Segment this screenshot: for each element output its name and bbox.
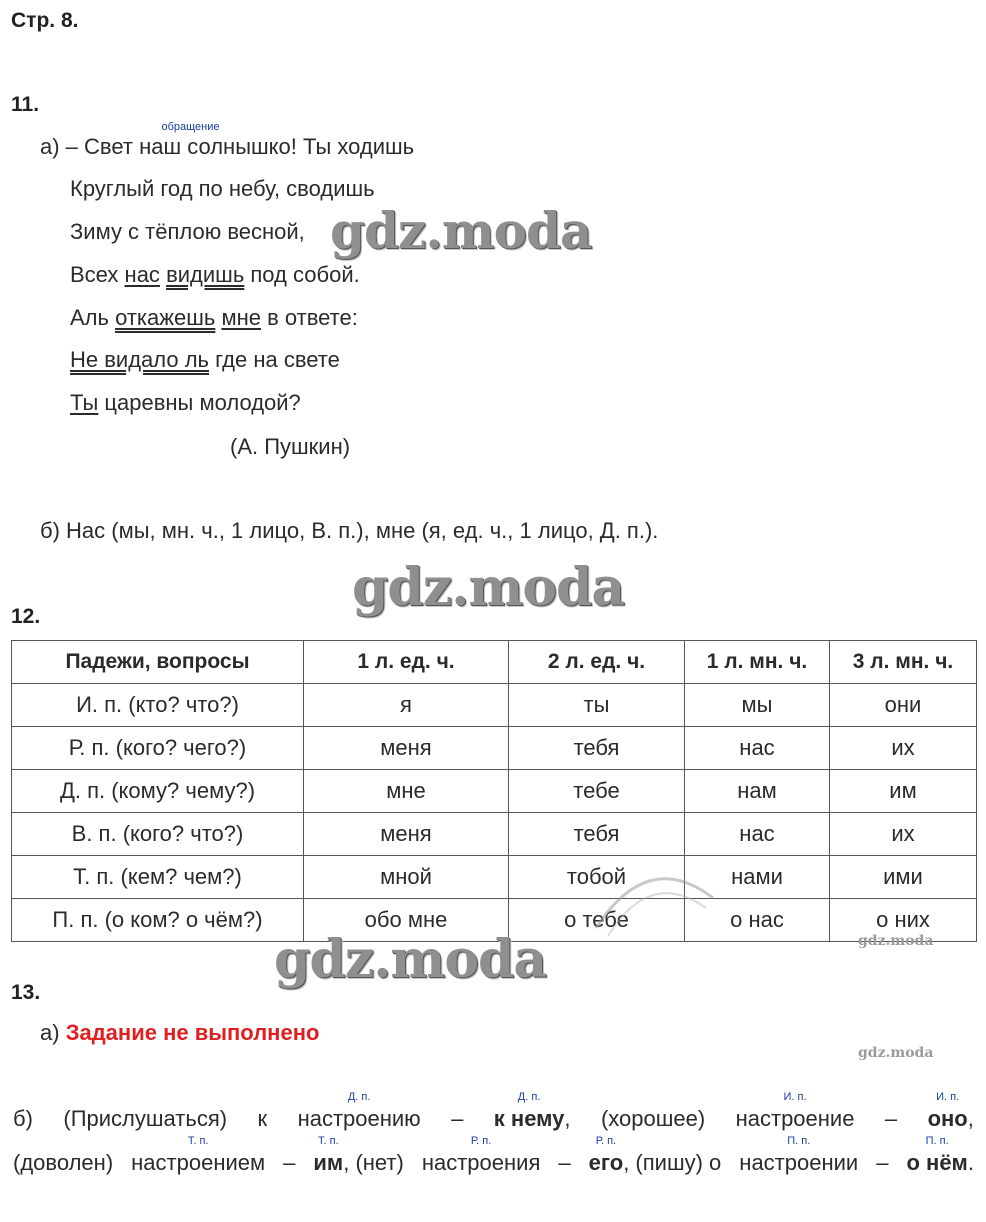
annotated-pronoun: Д. п. к нему	[493, 1091, 565, 1131]
table-header: 2 л. ед. ч.	[509, 641, 685, 684]
ex11-line-6: Не видало ль где на свете	[70, 347, 340, 372]
table-cell: ты	[509, 684, 685, 727]
table-cell: о тебе	[509, 899, 685, 942]
exercise-11-number: 11.	[11, 93, 40, 116]
table-cell: мне	[304, 770, 509, 813]
table-cell: меня	[304, 813, 509, 856]
predicate-otkazhesh: откажешь	[115, 305, 216, 330]
table-row	[12, 770, 977, 813]
ex13-part-b-line-2: (доволен) Т. п. настроением – Т. п. им, (нет) Р. п. настроения – Р. п. его, (пишу) о П. п. настроении – П. п. о нём.	[13, 1135, 974, 1175]
table-cell: П. п. (о ком? о чём?)	[12, 899, 304, 942]
table-cell: ими	[830, 856, 977, 899]
table-row	[12, 684, 977, 727]
table-cell: нас	[685, 813, 830, 856]
table-cell: нами	[685, 856, 830, 899]
table-header: Падежи, вопросы	[12, 641, 304, 684]
ex11-line-2: Круглый год по небу, сводишь	[70, 176, 375, 201]
ex11-line-5: Аль откажешь мне в ответе:	[70, 305, 358, 330]
watermark-logo: gdz.moda	[330, 201, 592, 260]
ex11-address-note: обращение	[161, 121, 220, 133]
watermark-logo: gdz.moda	[352, 557, 625, 618]
ex11-line-7: Ты царевны молодой?	[70, 390, 301, 415]
table-cell: Т. п. (кем? чем?)	[12, 856, 304, 899]
table-header-row	[12, 641, 977, 684]
ex11-author: (А. Пушкин)	[230, 434, 351, 459]
subject-ty: Ты	[70, 390, 99, 415]
table-header: 3 л. мн. ч.	[830, 641, 977, 684]
table-cell: мной	[304, 856, 509, 899]
annotated-word: П. п. настроении	[739, 1135, 859, 1175]
table-cell: тебя	[509, 813, 685, 856]
table-cell: мы	[685, 684, 830, 727]
annotated-pronoun: Р. п. его	[588, 1135, 624, 1175]
ex11-a-prefix: а) –	[40, 134, 78, 159]
table-cell: нас	[685, 727, 830, 770]
pronoun-case-table	[11, 640, 977, 942]
table-cell: И. п. (кто? что?)	[12, 684, 304, 727]
watermark-small: gdz.moda	[858, 933, 934, 949]
task-not-done-status: Задание не выполнено	[65, 1020, 320, 1045]
table-cell: тобой	[509, 856, 685, 899]
annotated-word: Р. п. настроения	[421, 1135, 541, 1175]
table-cell: меня	[304, 727, 509, 770]
annotated-word: И. п. настроение	[735, 1091, 855, 1131]
annotated-word: Д. п. настроению	[297, 1091, 421, 1131]
ex11-line-3: Зиму с тёплою весной,	[70, 219, 305, 244]
watermark-small: gdz.moda	[858, 1045, 934, 1061]
table-header: 1 л. мн. ч.	[685, 641, 830, 684]
annotated-pronoun: Т. п. им	[313, 1135, 344, 1175]
table-cell: о них	[830, 899, 977, 942]
table-row	[12, 727, 977, 770]
table-cell: тебе	[509, 770, 685, 813]
table-cell: Р. п. (кого? чего?)	[12, 727, 304, 770]
table-cell: обо мне	[304, 899, 509, 942]
exercise-13-number: 13.	[11, 981, 41, 1004]
annotated-pronoun: И. п. оно	[927, 1091, 968, 1131]
table-cell: они	[830, 684, 977, 727]
exercise-12-number: 12.	[11, 605, 41, 628]
table-cell: их	[830, 813, 977, 856]
ex13-part-a: а) Задание не выполнено	[40, 1020, 320, 1045]
table-cell: о нас	[685, 899, 830, 942]
table-row	[12, 856, 977, 899]
predicate-ne-vidalo: Не видало ль	[70, 347, 210, 372]
ex11-line-4: Всех нас видишь под собой.	[70, 262, 360, 287]
table-cell: я	[304, 684, 509, 727]
ex11-part-b: б) Нас (мы, мн. ч., 1 лицо, В. п.), мне (я, ед. ч., 1 лицо, Д. п.).	[40, 518, 659, 543]
table-header: 1 л. ед. ч.	[304, 641, 509, 684]
table-cell: тебя	[509, 727, 685, 770]
table-cell: им	[830, 770, 977, 813]
ex11-line-1	[40, 121, 415, 159]
watermark-logo: gdz.moda	[274, 929, 547, 990]
table-cell: В. п. (кого? что?)	[12, 813, 304, 856]
object-pronoun-mne: мне	[221, 305, 261, 330]
faint-stamp-arc	[588, 858, 718, 948]
table-cell: нам	[685, 770, 830, 813]
table-cell: их	[830, 727, 977, 770]
page-label: Стр. 8.	[11, 9, 79, 32]
object-pronoun-nas: нас	[124, 262, 160, 287]
predicate-vidish: видишь	[166, 262, 245, 287]
ex13-part-b-line-1: б) (Прислушаться) к Д. п. настроению – Д. п. к нему, (хорошее) И. п. настроение – И. п. оно,	[13, 1091, 974, 1131]
table-cell: Д. п. (кому? чему?)	[12, 770, 304, 813]
table-row	[12, 813, 977, 856]
ex11-line1-rest: Ты ходишь	[296, 134, 415, 159]
annotated-word: Т. п. настроением	[131, 1135, 266, 1175]
annotated-pronoun: П. п. о нём	[906, 1135, 968, 1175]
ex11-address-phrase: обращение Свет наш солнышко!	[84, 121, 297, 159]
